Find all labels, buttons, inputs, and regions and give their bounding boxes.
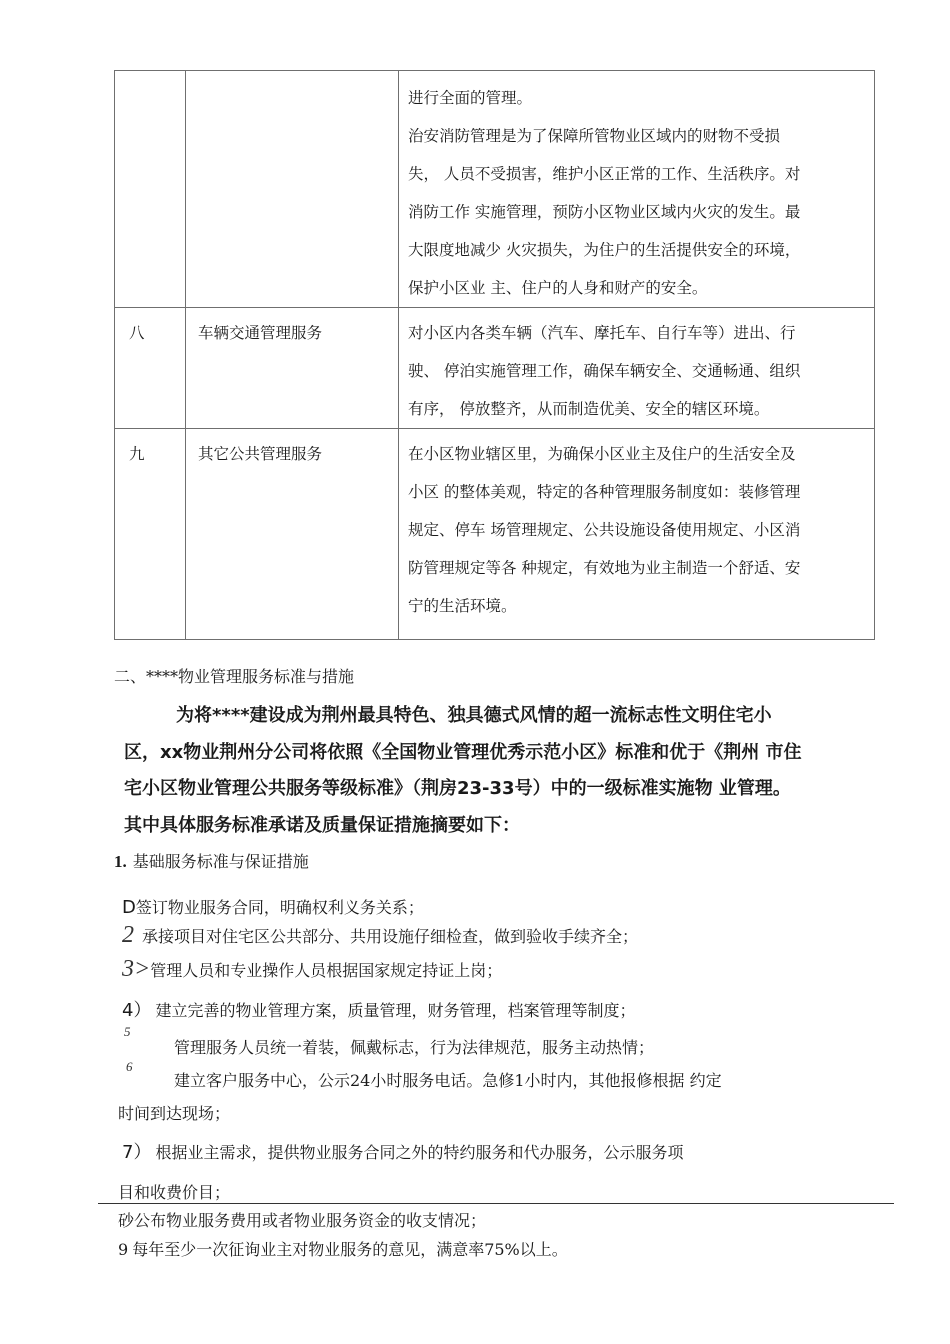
desc-line: 规定、停车 场管理规定、公共设施设备使用规定、小区消 (408, 521, 801, 539)
item-text: 管理人员和专业操作人员根据国家规定持证上岗； (150, 961, 503, 980)
list-item (122, 895, 424, 918)
list-item (118, 1057, 894, 1129)
item-text: 承接项目对住宅区公共部分、共用设施仔细检查，做到验收手续齐全； (142, 927, 639, 946)
item-marker: 砂 (118, 1211, 135, 1230)
desc-line: 大限度地减少 火灾损失，为住户的生活提供安全的环境， (408, 241, 801, 259)
item-text: 建立客户服务中心，公示24小时服务电话。急修1小时内，其他报修根据 约定 (174, 1071, 722, 1090)
item-marker: 7） (122, 1142, 152, 1163)
row-description (399, 429, 875, 640)
item-marker: D (122, 897, 136, 918)
row-number: 九 (115, 429, 186, 640)
table-row (115, 308, 875, 429)
table-row (115, 429, 875, 640)
desc-line: 在小区物业辖区里，为确保小区业主及住户的生活安全及 (408, 445, 796, 463)
desc-line: 驶、 停泊实施管理工作，确保车辆安全、交通畅通、组织 (408, 362, 801, 380)
list-item (118, 1208, 486, 1231)
row-service-name: 其它公共管理服务 (186, 429, 399, 640)
desc-line: 对小区内各类车辆（汽车、摩托车、自行车等）进出、行 (408, 324, 796, 342)
desc-line: 失， 人员不受损害，维护小区正常的工作、生活秩序。对 (408, 165, 801, 183)
desc-line: 小区 的整体美观，特定的各种管理服务制度如：装修管理 (408, 483, 801, 501)
desc-line: 进行全面的管理。 (408, 89, 533, 107)
desc-line: 治安消防管理是为了保障所管物业区域内的财物不受损 (408, 127, 781, 145)
list-item (118, 1138, 882, 1204)
intro-line: 区，xx物业荆州分公司将依照《全国物业管理优秀示范小区》标准和优于《荆州 市住 (124, 741, 802, 763)
sub-heading-text: 基础服务标准与保证措施 (132, 852, 309, 871)
list-item (118, 1237, 568, 1260)
desc-line: 保护小区业 主、住户的人身和财产的安全。 (408, 279, 708, 297)
item-marker: 6 (126, 1059, 133, 1074)
item-continuation: 目和收费价目； (118, 1183, 231, 1202)
desc-line: 有序， 停放整齐，从而制造优美、安全的辖区环境。 (408, 400, 770, 418)
desc-line: 宁的生活环境。 (408, 597, 517, 615)
sub-heading-number: 1. (114, 852, 127, 871)
item-continuation: 时间到达现场； (118, 1104, 231, 1123)
item-text: 每年至少一次征询业主对物业服务的意见，满意率75%以上。 (132, 1240, 568, 1259)
item-text: 根据业主需求，提供物业服务合同之外的特约服务和代办服务，公示服务项 (155, 1143, 684, 1162)
item-marker: 5 (124, 1024, 131, 1039)
section-heading: 二、****物业管理服务标准与措施 (114, 667, 355, 686)
item-marker: 9 (118, 1240, 129, 1259)
item-marker: 3> (122, 956, 151, 982)
intro-line: 宅小区物业管理公共服务等级标准》（荆房23-33号）中的一级标准实施物 业管理。 (124, 778, 791, 799)
list-item (122, 922, 638, 949)
item-text: 公布物业服务费用或者物业服务资金的收支情况； (134, 1211, 487, 1230)
row-number (115, 71, 186, 308)
item-marker: 2 (122, 922, 134, 948)
row-number: 八 (115, 308, 186, 429)
item-text: 签订物业服务合同，明确权利义务关系； (135, 898, 424, 917)
service-table (114, 70, 875, 640)
intro-paragraph (124, 698, 894, 844)
list-item (122, 996, 635, 1022)
item-text: 管理服务人员统一着装，佩戴标志，行为法律规范，服务主动热情； (174, 1038, 655, 1057)
table-row (115, 71, 875, 308)
intro-line: 为将****建设成为荆州最具特色、独具德式风情的超一流标志性文明住宅小 (176, 705, 772, 726)
desc-line: 消防工作 实施管理，预防小区物业区域内火灾的发生。最 (408, 203, 801, 221)
intro-line: 其中具体服务标准承诺及质量保证措施摘要如下： (124, 814, 520, 836)
desc-line: 防管理规定等各 种规定，有效地为业主制造一个舒适、安 (408, 559, 801, 577)
row-service-name (186, 71, 399, 308)
row-description (399, 71, 875, 308)
horizontal-rule (98, 1203, 894, 1204)
row-service-name: 车辆交通管理服务 (186, 308, 399, 429)
row-description (399, 308, 875, 429)
item-marker: 4） (122, 1000, 152, 1021)
list-item (122, 956, 502, 983)
item-text: 建立完善的物业管理方案，质量管理，财务管理，档案管理等制度； (155, 1001, 636, 1020)
sub-heading (114, 849, 309, 872)
list-item (122, 1024, 882, 1060)
